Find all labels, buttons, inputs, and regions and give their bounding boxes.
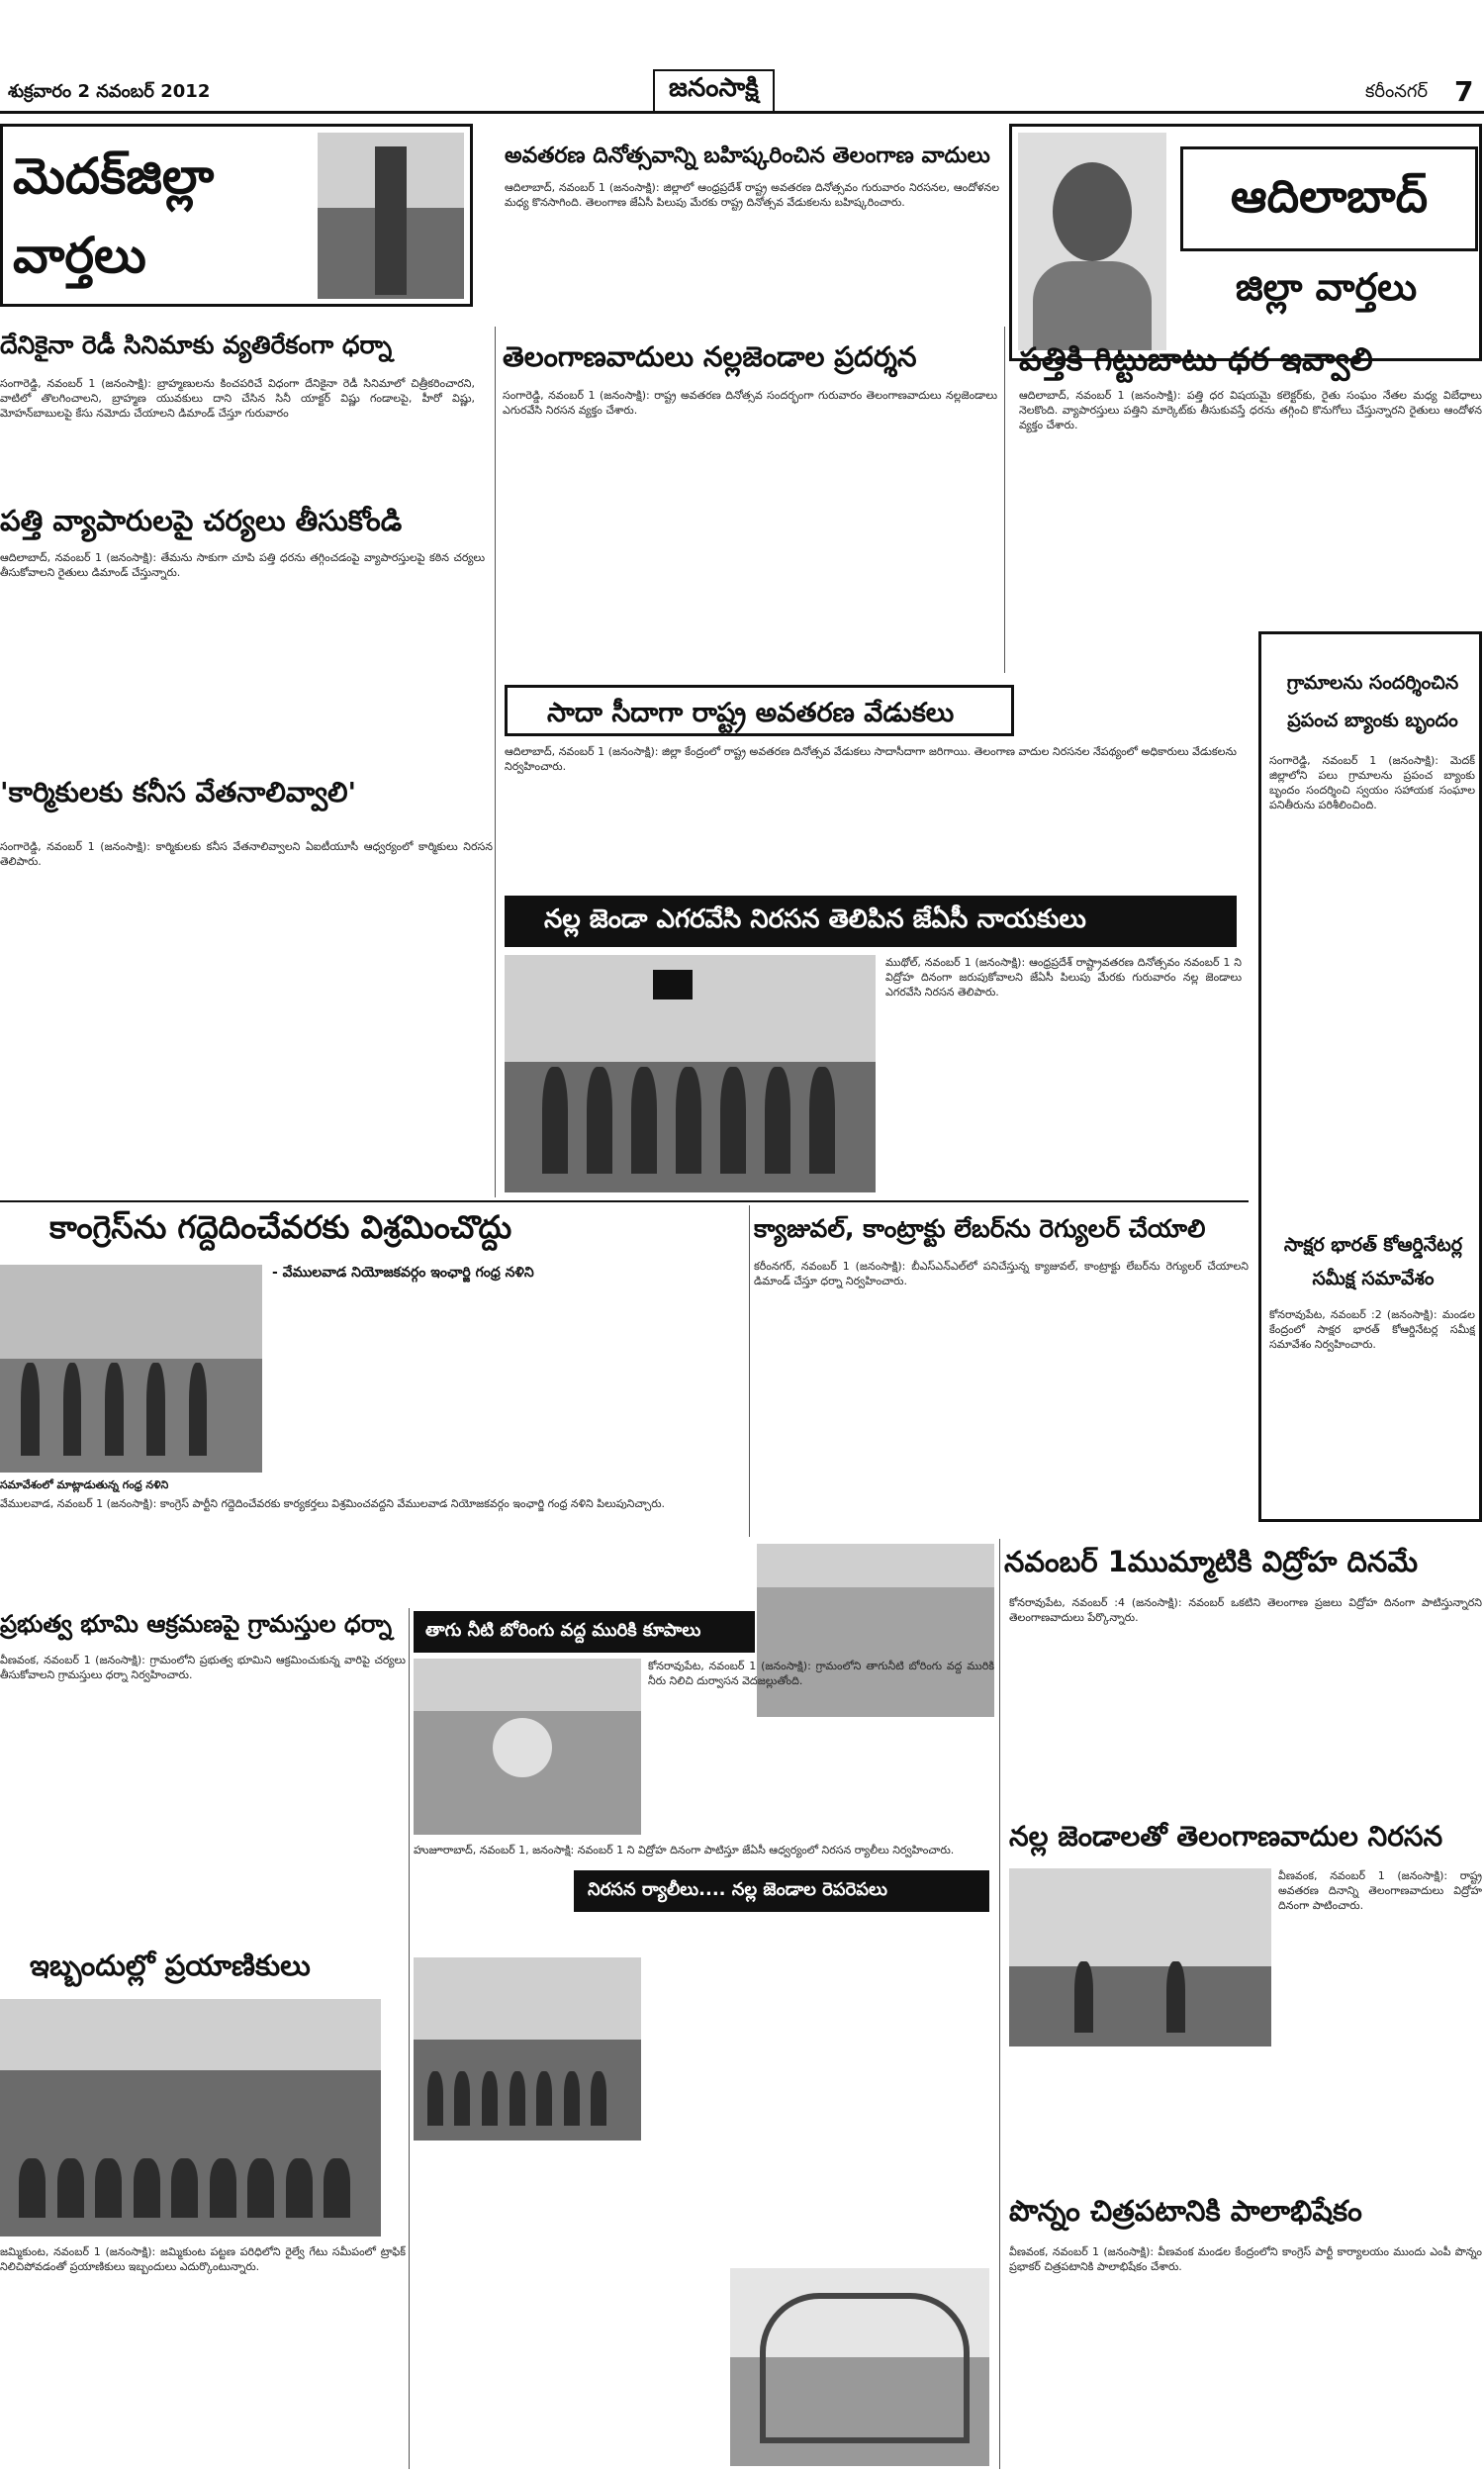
literacy-body: కోనరావుపేట, నవంబర్ :2 (జనంసాక్షి): మండల కేంద్రంలో సాక్షర భారత్ కోఆర్డినేటర్ల సమీక్ష సమావేశం నిర్వహించారు. bbox=[1269, 1308, 1475, 1351]
protest-headline: నల్ల జెండాలతో తెలంగాణవాదుల నిరసన bbox=[1009, 1820, 1443, 1853]
water-headline: తాగు నీటి బోరింగు వద్ద మురికి కూపాలు bbox=[414, 1611, 755, 1653]
water-pot-shape bbox=[493, 1718, 552, 1777]
rallies-photo-2 bbox=[730, 2268, 989, 2466]
passengers-photo bbox=[0, 1999, 381, 2236]
column-divider-5 bbox=[409, 1608, 410, 2469]
betrayal-body: కోనరావుపేట, నవంబర్ :4 (జనంసాక్షి): నవంబర్ ఒకటిని తెలంగాణ ప్రజలు విద్రోహ దినంగా పాటిస్తున్నారని తెలంగాణవాదులు పేర్కొన్నారు. bbox=[1009, 1596, 1482, 1624]
land-body: వీణవంక, నవంబర్ 1 (జనంసాక్షి): గ్రామంలోని ప్రభుత్వ భూమిని ఆక్రమించుకున్న వారిపై చర్యలు తీసుకోవాలని గ్రామస్తులు ధర్నా నిర్వహించారు. bbox=[0, 1654, 406, 1681]
jac-headline: నల్ల జెండా ఎగరవేసి నిరసన తెలిపిన జేఏసీ నాయకులు bbox=[505, 896, 1237, 947]
edition-location: కరీంనగర్ bbox=[1365, 81, 1428, 102]
adilabad-banner-sub: జిల్లా వార్తలు bbox=[1235, 265, 1418, 309]
flags-headline: తెలంగాణవాదులు నల్లజెండాల ప్రదర్శన bbox=[503, 340, 917, 373]
water-body: కోనరావుపేట, నవంబర్ 1 (జనంసాక్షి): గ్రామంలోని తాగునీటి బోరింగు వద్ద మురికి నీరు నిలిచి దుర్వాసన వెదజల్లుతోంది. bbox=[648, 1660, 994, 1687]
simple-headline: సాదా సీదాగా రాష్ట్ర అవతరణ వేడుకలు bbox=[547, 698, 955, 728]
bank-headline: గ్రామాలను సందర్శించిన ప్రపంచ బ్యాంకు బృందం bbox=[1286, 672, 1459, 731]
column-divider-2 bbox=[1004, 327, 1005, 673]
casual-body: కరీంనగర్, నవంబర్ 1 (జనంసాక్షి): బీఎస్ఎన్ఎల్‌లో పనిచేస్తున్న క్యాజువల్, కాంట్రాక్టు లేబర్‌ను రెగ్యులర్ చేయాలని డిమాండ్ చేస్తూ ధర్నా నిర్వహించారు. bbox=[754, 1260, 1249, 1287]
simple-body: ఆదిలాబాద్, నవంబర్ 1 (జనంసాక్షి): జిల్లా కేంద్రంలో రాష్ట్ర అవతరణ దినోత్సవ వేడుకలు సాదాసీదాగా జరిగాయి. తెలంగాణ వాదుల నిరసనల నేపథ్యంలో అధికారులు వేడుకలను నిర్వహించారు. bbox=[505, 745, 1237, 773]
column-divider-3 bbox=[749, 1205, 750, 1537]
formation-body: ఆదిలాబాద్, నవంబర్ 1 (జనంసాక్షి): జిల్లాలో ఆంధ్రప్రదేశ్ రాష్ట్ర అవతరణ దినోత్సవం గురువారం నిరసనల, ఆందోళనల మధ్య కొనసాగింది. తెలంగాణ జేఏసీ పిలుపు మేరకు రాష్ట్ర దినోత్సవ వేడుకలను బహిష్కరించారు. bbox=[505, 181, 999, 209]
medak-body: సంగారెడ్డి, నవంబర్ 1 (జనంసాక్షి): బ్రాహ్మణులను కించపరిచే విధంగా దేనికైనా రెడీ సినిమాలో చిత్రీకరించారని, వాటిలో తొలగించాలని, బ్రాహ్మణ యువకులు దాని చేసిన సినీ యాక్టర్ విష్ణు గండాలపై, హీరో విష్ణు, మోహన్‌బాబులపై కేసు నమోదు చేయాలని డిమాండ్ చేస్తూ గురువారం bbox=[0, 377, 475, 420]
literacy-headline: సాక్షర భారత్ కోఆర్డినేటర్ల సమీక్ష సమావేశం bbox=[1283, 1234, 1463, 1289]
congress-caption: సమావేశంలో మాట్లాడుతున్న గంధ్ర నళిని bbox=[0, 1478, 169, 1491]
masthead bbox=[0, 0, 1484, 117]
medak-banner bbox=[0, 124, 473, 307]
jac-photo bbox=[505, 955, 876, 1192]
protest-body: వీణవంక, నవంబర్ 1 (జనంసాక్షి): రాష్ట్ర అవతరణ దినాన్ని తెలంగాణవాదులు విద్రోహ దినంగా పాటించారు. bbox=[1278, 1869, 1482, 1912]
newspaper-logo: జనంసాక్షి bbox=[653, 69, 775, 113]
medak-headline: దేనికైనా రెడీ సినిమాకు వ్యతిరేకంగా ధర్నా bbox=[0, 331, 393, 359]
rallies-headline: నిరసన ర్యాలీలు.... నల్ల జెండాల రెపరెపలు bbox=[574, 1870, 989, 1912]
congress-body: వేములవాడ, నవంబర్ 1 (జనంసాక్షి): కాంగ్రెస్ పార్టీని గద్దెదించేవరకు కార్యకర్తలు విశ్రమించవద్దని వేములవాడ నియోజకవర్గం ఇంఛార్జి గంధ్ర నళిని పిలుపునిచ్చారు. bbox=[0, 1497, 666, 1510]
statue-body: వీణవంక, నవంబర్ 1 (జనంసాక్షి): వీణవంక మండల కేంద్రంలోని కాంగ్రెస్ పార్టీ కార్యాలయం ముందు ఎంపీ పొన్నం ప్రభాకర్ చిత్రపటానికి పాలాభిషేకం చేశారు. bbox=[1009, 2245, 1482, 2273]
passengers-body: జమ్మికుంట, నవంబర్ 1 (జనంసాక్షి): జమ్మికుంట పట్టణ పరిధిలోని రైల్వే గేటు సమీపంలో ట్రాఫిక్ నిలిచిపోవడంతో ప్రయాణికులు ఇబ్బందులు ఎదుర్కొంటున్నారు. bbox=[0, 2245, 406, 2273]
adilabad-body: ఆదిలాబాద్, నవంబర్ 1 (జనంసాక్షి): పత్తి ధర విషయమై కలెక్టర్‌కు, రైతు సంఘం నేతల మధ్య విబేధాలు నెలకొంది. వ్యాపారస్తులు పత్తిని మార్కెట్‌కు తీసుకువస్తే ధరను తగ్గించి కొనుగోలు చేస్తున్నారని రైతులు ఆందోళన వ్యక్తం చేశారు. bbox=[1019, 389, 1482, 431]
adilabad-banner bbox=[1009, 124, 1482, 361]
adilabad-portrait bbox=[1018, 133, 1166, 350]
portrait-body-shape bbox=[1033, 261, 1152, 350]
page-number: 7 bbox=[1454, 75, 1474, 108]
flags-body: సంగారెడ్డి, నవంబర్ 1 (జనంసాక్షి): రాష్ట్ర అవతరణ దినోత్సవ సందర్భంగా గురువారం తెలంగాణవాదులు నల్లజెండాలు ఎగురవేసి నిరసన వ్యక్తం చేశారు. bbox=[503, 389, 997, 417]
statue-headline: పొన్నం చిత్రపటానికి పాలాభిషేకం bbox=[1009, 2194, 1362, 2228]
congress-byline: - వేములవాడ నియోజకవర్గం ఇంఛార్జి గంధ్ర నళిని bbox=[272, 1265, 534, 1281]
medak-church-photo bbox=[318, 133, 464, 299]
protest-photo bbox=[1009, 1868, 1271, 2046]
formation-headline: అవతరణ దినోత్సవాన్ని బహిష్కరించిన తెలంగాణ వాదులు bbox=[505, 143, 990, 168]
column-divider-1 bbox=[495, 327, 496, 1197]
cotton-body: ఆదిలాబాద్, నవంబర్ 1 (జనంసాక్షి): తేమను సాకుగా చూపి పత్తి ధరను తగ్గించడంపై వ్యాపారస్తులపై కఠిన చర్యలు తీసుకోవాలని రైతులు డిమాండ్ చేస్తున్నారు. bbox=[0, 551, 485, 579]
jac-body: ముథోల్, నవంబర్ 1 (జనంసాక్షి): ఆంధ్రప్రదేశ్ రాష్ట్రావతరణ దినోత్సవం నవంబర్ 1 ని విద్రోహ దినంగా జరుపుకోవాలని జేఏసీ పిలుపు మేరకు గురువారం నల్ల జెండాలు ఎగరవేసి నిరసన తెలిపారు. bbox=[885, 956, 1242, 999]
rallies-body: హుజూరాబాద్, నవంబర్ 1, జనంసాక్షి: నవంబర్ 1 ని విద్రోహ దినంగా పాటిస్తూ జేఏసీ ఆధ్వర్యంలో నిరసన ర్యాలీలు నిర్వహించారు. bbox=[414, 1844, 955, 1856]
masthead-rule bbox=[0, 111, 1484, 114]
wages-body: సంగారెడ్డి, నవంబర్ 1 (జనంసాక్షి): కార్మికులకు కనీస వేతనాలివ్వాలని ఏఐటీయూసీ ఆధ్వర్యంలో కార్మికులు నిరసన తెలిపారు. bbox=[0, 840, 493, 868]
bank-box bbox=[1258, 631, 1482, 1522]
cotton-headline: పత్తి వ్యాపారులపై చర్యలు తీసుకోండి bbox=[0, 504, 403, 537]
column-divider-4 bbox=[999, 1539, 1000, 2469]
medak-banner-title: మెదక్‌జిల్లా వార్తలు bbox=[13, 147, 215, 284]
section-rule-1 bbox=[0, 1200, 1249, 1202]
building-arch-shape bbox=[760, 2293, 970, 2443]
congress-photo bbox=[0, 1265, 262, 1473]
adilabad-headline: పత్తికి గిట్టుబాటు ధర ఇవ్వాలి bbox=[1019, 340, 1373, 378]
passengers-headline: ఇబ్బందుల్లో ప్రయాణికులు bbox=[30, 1949, 311, 1982]
land-headline: ప్రభుత్వ భూమి ఆక్రమణపై గ్రామస్తుల ధర్నా bbox=[0, 1610, 393, 1638]
portrait-head-shape bbox=[1053, 162, 1132, 261]
issue-date: శుక్రవారం 2 నవంబర్ 2012 bbox=[8, 81, 211, 102]
rallies-photo-1 bbox=[414, 1957, 641, 2141]
adilabad-banner-title: ఆదిలాబాద్ bbox=[1180, 146, 1478, 251]
black-flag-shape bbox=[653, 970, 693, 999]
simple-headline-box bbox=[505, 685, 1014, 736]
congress-headline: కాంగ్రెస్‌ను గద్దెదించేవరకు విశ్రమించొద్దు bbox=[49, 1208, 512, 1246]
wages-headline: 'కార్మికులకు కనీస వేతనాలివ్వాలి' bbox=[0, 776, 357, 809]
water-photo-1 bbox=[414, 1659, 641, 1835]
bank-body: సంగారెడ్డి, నవంబర్ 1 (జనంసాక్షి): మెదక్ జిల్లాలోని పలు గ్రామాలను ప్రపంచ బ్యాంకు బృందం సందర్శించి స్వయం సహాయక సంఘాల పనితీరును పరిశీలించింది. bbox=[1269, 754, 1475, 811]
casual-headline: క్యాజువల్, కాంట్రాక్టు లేబర్‌ను రెగ్యులర్ చేయాలి bbox=[754, 1214, 1206, 1243]
church-tower-shape bbox=[375, 146, 407, 295]
betrayal-headline: నవంబర్ 1ముమ్మాటికి విద్రోహ దినమే bbox=[1004, 1545, 1419, 1578]
